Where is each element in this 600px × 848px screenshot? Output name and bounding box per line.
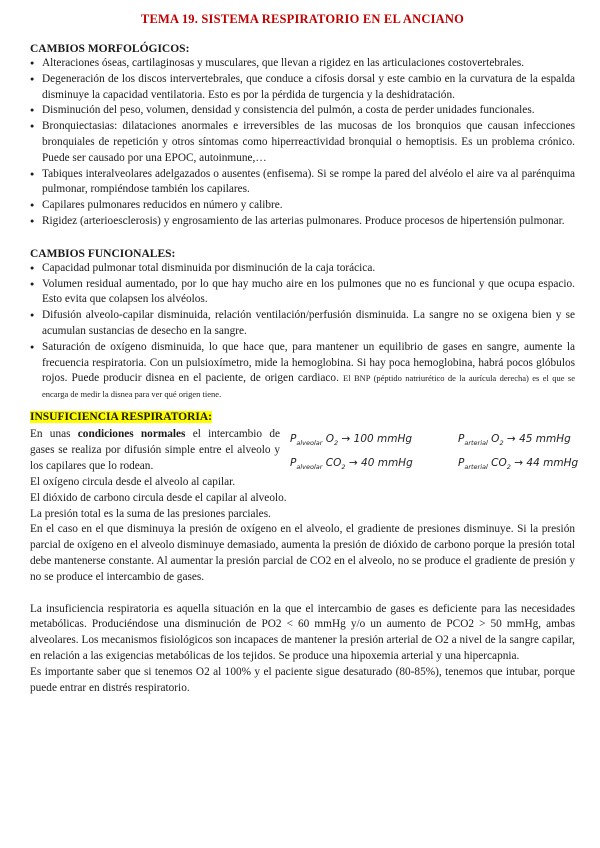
bnp-note: El BNP (péptido natriurético de la aurícula derecha) es el que se encarga de medir la disnea para ver qué origen tiene. xyxy=(42,373,576,400)
formula-o2-alveolar: $P_{alveolar}$ $O_2 \to 100$ mmHg xyxy=(290,432,413,448)
definition-paragraph: La insuficiencia respiratoria es aquella situación en la que el intercambio de gases es deficiente para las necesidades metabólicas. Produciéndose una disminución de PO2 < 60 mmHg y/o un aumento de PCO2 > 50 mmHg, ambas alveolares. Los mecanismos fisiológicos son incapaces de mantener la presión arterial de O2 a nivel de la sangre capilar, en relación a las exigencias metabólicas de los tejidos. Se produce una hipoxemia arterial y una hipercapnia. xyxy=(30,602,575,662)
insuficiencia-heading: INSUFICIENCIA RESPIRATORIA: xyxy=(30,410,213,423)
line-total-pressure: La presión total es la suma de las presiones parciales. xyxy=(30,507,271,520)
page-title: TEMA 19. SISTEMA RESPIRATORIO EN EL ANCIANO xyxy=(140,12,465,26)
line-co2-flow: El dióxido de carbono circula desde el capilar al alveolo. xyxy=(30,491,287,504)
arrow-icon: → xyxy=(506,432,516,445)
document-page xyxy=(30,12,579,696)
list-item: ● Bronquiectasias: dilataciones anormales e irreversibles de las mucosas de los bronquios que causan infecciones bronquiales de repetición y otros síntomas como hiperreactividad bronquial o hemoptisis. Es un problema crónico. Puede ser causado por una EPOC, autoinmune,… xyxy=(30,119,575,166)
funcionales-list xyxy=(30,261,575,403)
list-item xyxy=(30,340,575,403)
morfologicos-list xyxy=(30,56,575,230)
intro-paragraph: En unas condiciones normales el intercambio de gases se realiza por difusión simple entre el alveolo y los capilares que lo rodean. xyxy=(30,427,280,472)
list-item: ● Degeneración de los discos intervertebrales, que conduce a cifosis dorsal y este cambio en la curvatura de la espalda disminuye la capacidad ventilatoria. Esto es por la pérdida de turgencia y la deshidratación. xyxy=(30,72,575,104)
arrow-icon: → xyxy=(348,456,358,469)
list-item: ● Capilares pulmonares reducidos en número y calibre. xyxy=(30,198,575,214)
condiciones-normales: condiciones normales xyxy=(77,427,186,440)
arrow-icon: → xyxy=(341,432,351,445)
list-item: ● Tabiques interalveolares adelgazados o ausentes (enfisema). Si se rompe la pared del alvéolo el aire va al parénquima pulmonar, rompiéndose también los capilares. xyxy=(30,167,575,199)
formula-co2-alveolar: $P_{alveolar}$ $CO_2 \to 40$ mmHg xyxy=(290,456,413,472)
list-item: ● Volumen residual aumentado, por lo que hay mucho aire en los pulmones que no es funcional y que ocupa espacio. Esto evita que colapsen los alvéolos. xyxy=(30,277,575,309)
line-oxygen-flow: El oxígeno circula desde el alveolo al capilar. xyxy=(30,475,236,488)
funcionales-heading: CAMBIOS FUNCIONALES: xyxy=(30,247,176,260)
insuficiencia-intro xyxy=(30,427,579,475)
line-gradient: En el caso en el que disminuya la presión de oxígeno en el alveolo, el gradiente de presiones disminuye. Si la presión parcial de oxígeno en el alveolo disminuye demasiado, aumenta la presión de dióxido de carbono porque la presión total debe mantenerse constante. Al aumentar la presión parcial de CO2 en el alveolo, no se produce el gradiente de presión y no se produce el intercambio de gases. xyxy=(30,523,575,583)
list-item: ● Capacidad pulmonar total disminuida por disminución de la caja torácica. xyxy=(30,261,575,277)
pressure-formulas xyxy=(290,431,580,475)
list-item: ● Alteraciones óseas, cartilaginosas y musculares, que llevan a rigidez en las articulaciones costovertebrales. xyxy=(30,56,575,72)
morfologicos-heading: CAMBIOS MORFOLÓGICOS: xyxy=(30,43,190,55)
list-item: ● Disminución del peso, volumen, densidad y consistencia del pulmón, a costa de perder unidades funcionales. xyxy=(30,103,575,119)
arrow-icon: → xyxy=(514,456,524,469)
list-item-text: Saturación de oxígeno disminuida, lo que hace que, para mantener un equilibrio de gases en sangre, aumente la frecuencia respiratoria. Con un pulsioxímetro, mide la hemoglobina. Si hay poca hemoglobina, habrá pocos glóbulos rojos. Puede producir disnea en el paciente, de origen cardiaco. xyxy=(42,340,575,385)
closing-paragraph: Es importante saber que si tenemos O2 al 100% y el paciente sigue desaturado (80-85%), tenemos que intubar, porque puede entrar en distrés respiratorio. xyxy=(30,665,575,694)
formula-co2-arterial: $P_{arterial}$ $CO_2 \to 44$ mmHg xyxy=(458,456,579,472)
list-item: ● Rigidez (arterioesclerosis) y engrosamiento de las arterias pulmonares. Produce procesos de hipertensión pulmonar. xyxy=(30,214,575,230)
formula-o2-arterial: $P_{arterial}$ $O_2 \to 45$ mmHg xyxy=(458,432,571,448)
list-item: ● Difusión alveolo-capilar disminuida, relación ventilación/perfusión disminuida. La sangre no se oxigena bien y se acumulan sustancias de desecho en la sangre. xyxy=(30,308,575,340)
